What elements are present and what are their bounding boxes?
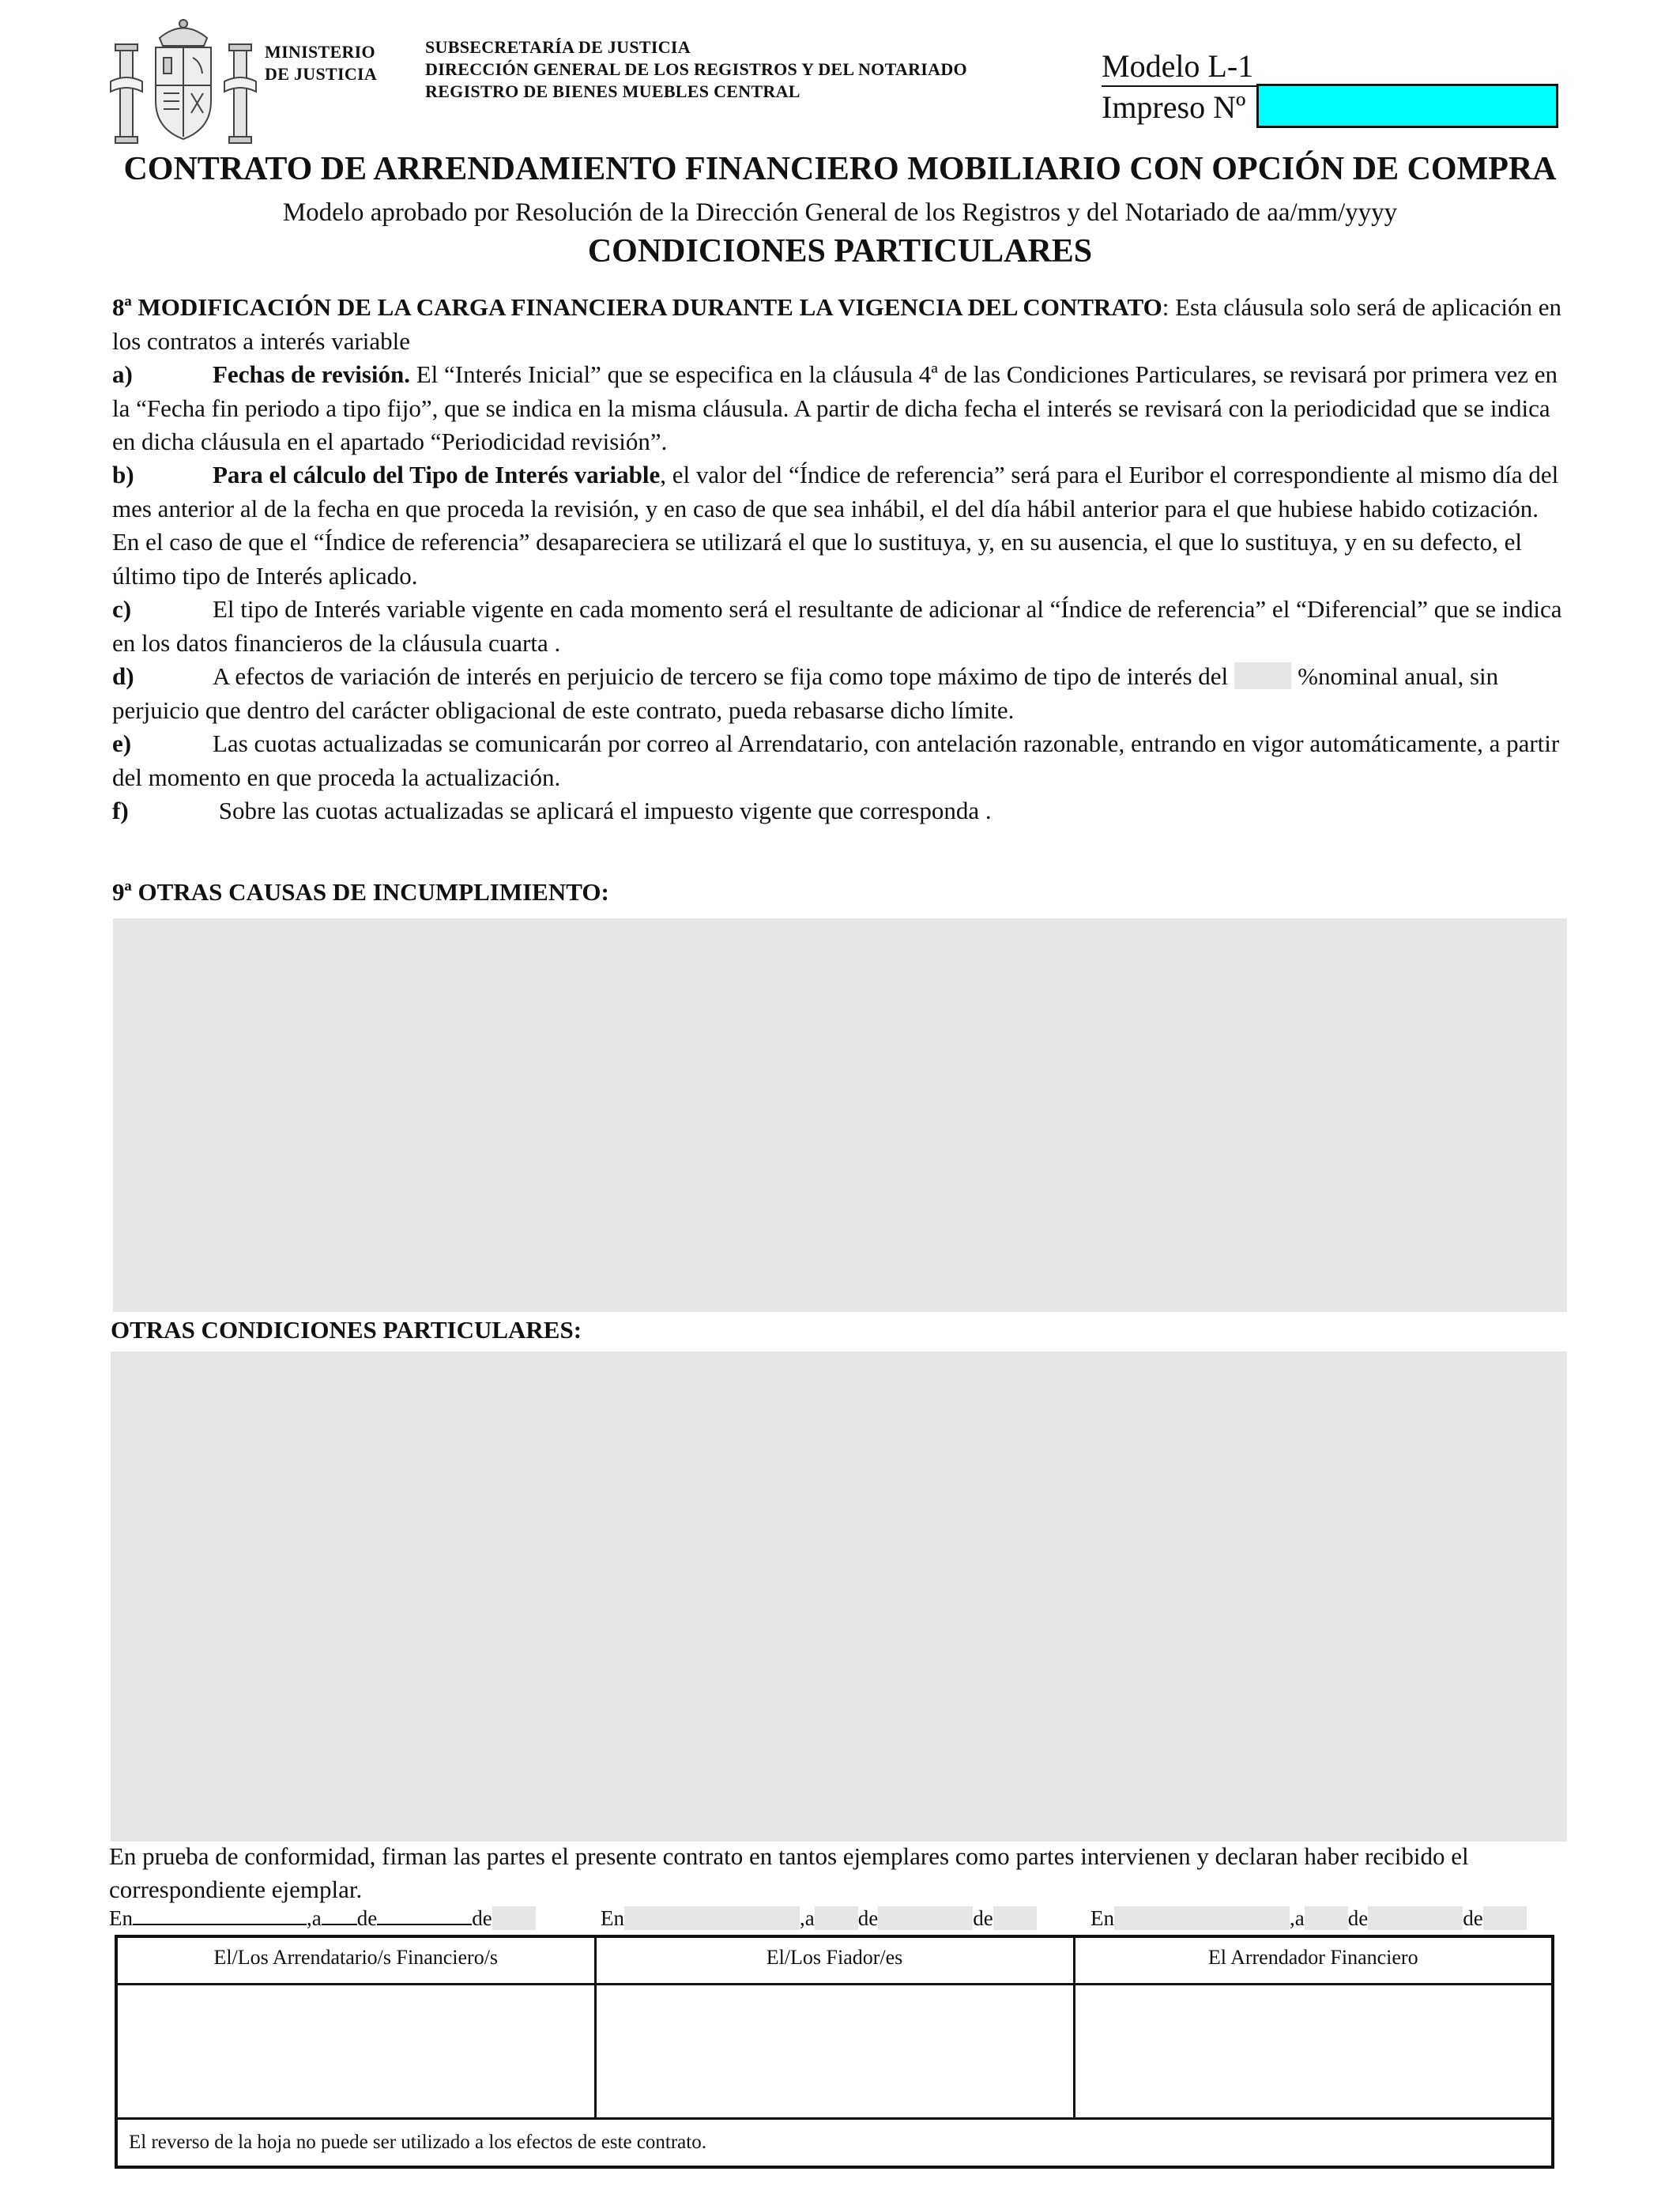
ministry-line2: DE JUSTICIA — [265, 64, 378, 84]
item-text-before: A efectos de variación de interés en perjuicio de tercero se fija como tope máximo de tipo de interés del — [213, 662, 1229, 690]
item-text: , el valor del “Índice de referencia” será para el Euribor el correspondiente al mismo día del mes anterior al de la fecha en que proceda la revisión, y en caso de que sea inhábil, el del día hábil anterior para el que hubiese habido cotización. En el caso de que el “Índice de referencia” desapareciera se utilizará el que lo sustituya, y, en su ausencia, el que lo sustituya, y en su defecto, el último tipo de Interés aplicado. — [112, 461, 1559, 590]
item-label: c) — [112, 595, 132, 623]
place-field[interactable] — [624, 1906, 800, 1930]
clause8-heading-rest: : Esta cláusula solo será de aplicación en los contratos a interés variable — [112, 293, 1561, 355]
month-field[interactable] — [1368, 1906, 1463, 1930]
section-title: CONDICIONES PARTICULARES — [587, 233, 1093, 270]
de-label: de — [1347, 1906, 1369, 1930]
item-label: a) — [112, 360, 133, 388]
en-label: En — [109, 1906, 133, 1930]
day-field[interactable] — [1305, 1906, 1348, 1930]
max-interest-field[interactable] — [1234, 662, 1291, 689]
place-field[interactable] — [133, 1906, 307, 1925]
clause8-heading-title: 8ª MODIFICACIÓN DE LA CARGA FINANCIERA DURANTE LA VIGENCIA DEL CONTRATO — [112, 293, 1162, 321]
clause8-item-e — [112, 727, 1566, 794]
en-label: En — [1090, 1906, 1114, 1930]
modelo-text: Modelo L-1 — [1102, 48, 1254, 84]
item-bold-lead: Para el cálculo del Tipo de Interés variable — [213, 461, 661, 488]
document-subtitle: Modelo aprobado por Resolución de la Dirección General de los Registros y del Notariado de aa/mm/yyyy — [282, 198, 1398, 227]
clause8-item-d — [112, 660, 1566, 727]
closing-statement: En prueba de conformidad, firman las partes el presente contrato en tantos ejemplares como partes intervienen y declaran haber recibido el correspondiente ejemplar. — [109, 1842, 1469, 1903]
coat-of-arms-icon — [104, 14, 262, 149]
year-field[interactable] — [492, 1906, 536, 1930]
signature-table — [115, 1935, 1554, 2169]
signature-space-arrendatario[interactable] — [116, 1984, 595, 2118]
clause8-item-f — [112, 794, 1566, 828]
signature-space-fiador[interactable] — [595, 1984, 1074, 2118]
item-label: f) — [112, 797, 129, 824]
de-label: de — [973, 1906, 993, 1930]
year-field[interactable] — [993, 1906, 1037, 1930]
signature-col-fiador: El/Los Fiador/es — [595, 1936, 1074, 1984]
item-label: d) — [112, 662, 134, 690]
other-conditions-text-field[interactable] — [111, 1351, 1567, 1842]
item-text: Las cuotas actualizadas se comunicarán por correo al Arrendatario, con antelación razonable, entrando en vigor automáticamente, a partir del momento en que proceda la actualización. — [112, 729, 1560, 791]
item-bold-lead: Fechas de revisión. — [213, 360, 410, 388]
de-label: de — [857, 1906, 879, 1930]
de-label: de — [472, 1906, 492, 1930]
sub-line2: DIRECCIÓN GENERAL DE LOS REGISTROS Y DEL NOTARIADO — [425, 59, 967, 79]
sub-line1: SUBSECRETARÍA DE JUSTICIA — [425, 37, 691, 57]
other-conditions-heading: OTRAS CONDICIONES PARTICULARES: — [111, 1316, 582, 1344]
month-field[interactable] — [878, 1906, 973, 1930]
modelo-label — [1102, 47, 1274, 87]
sub-line3: REGISTRO DE BIENES MUEBLES CENTRAL — [425, 81, 800, 101]
a-label: ,a — [1290, 1906, 1305, 1930]
item-text: El tipo de Interés variable vigente en cada momento será el resultante de adicionar al “Índice de referencia” el “Diferencial” que se indica en los datos financieros de la cláusula cuarta . — [112, 595, 1562, 657]
signature-header-row — [116, 1936, 1553, 1984]
signature-space-arrendador[interactable] — [1074, 1984, 1553, 2118]
signature-col-arrendatario: El/Los Arrendatario/s Financiero/s — [116, 1936, 595, 1984]
place-date-arrendador — [1090, 1906, 1580, 1930]
ministry-line1: MINISTERIO — [265, 42, 375, 62]
ministry-name — [265, 41, 377, 85]
document-title: CONTRATO DE ARRENDAMIENTO FINANCIERO MOBILIARIO CON OPCIÓN DE COMPRA — [123, 151, 1557, 187]
clause8-item-b — [112, 458, 1566, 593]
signature-footer-note: El reverso de la hoja no puede ser utilizado a los efectos de este contrato. — [116, 2118, 1553, 2167]
item-text-after: %nominal anual, sin perjuicio que dentro del carácter obligacional de este contrato, pueda rebasarse dicho límite. — [112, 662, 1499, 724]
day-field[interactable] — [322, 1906, 357, 1925]
clause8-item-c — [112, 593, 1566, 660]
clause8-item-a — [112, 358, 1566, 459]
place-date-arrendatario — [109, 1906, 599, 1930]
clause9-heading: 9ª OTRAS CAUSAS DE INCUMPLIMIENTO: — [112, 878, 609, 906]
signature-space-row — [116, 1984, 1553, 2118]
impreso-label: Impreso Nº — [1102, 89, 1246, 125]
year-field[interactable] — [1483, 1906, 1527, 1930]
clause9-text-field[interactable] — [113, 918, 1567, 1312]
de-label: de — [356, 1906, 378, 1930]
item-label: e) — [112, 729, 132, 757]
place-date-fiador — [601, 1906, 1090, 1930]
signature-footer-row — [116, 2118, 1553, 2167]
a-label: ,a — [307, 1906, 322, 1930]
subsecretaria-block — [425, 36, 967, 103]
item-label: b) — [112, 461, 134, 488]
clause8-heading — [112, 291, 1566, 358]
item-text: Sobre las cuotas actualizadas se aplicará el impuesto vigente que corresponda . — [213, 797, 992, 824]
impreso-number-field[interactable] — [1256, 84, 1558, 128]
month-field[interactable] — [377, 1906, 472, 1925]
item-text: El “Interés Inicial” que se especifica en la cláusula 4ª de las Condiciones Particulares, se revisará por primera vez en la “Fecha fin periodo a tipo fijo”, que se indica en la misma cláusula. A partir de dicha fecha el interés se revisará con la periodicidad que se indica en dicha cláusula en el apartado “Periodicidad revisión”. — [112, 360, 1558, 455]
day-field[interactable] — [815, 1906, 858, 1930]
signature-col-arrendador: El Arrendador Financiero — [1074, 1936, 1553, 1984]
de-label: de — [1463, 1906, 1483, 1930]
a-label: ,a — [800, 1906, 815, 1930]
place-field[interactable] — [1114, 1906, 1290, 1930]
en-label: En — [601, 1906, 624, 1930]
